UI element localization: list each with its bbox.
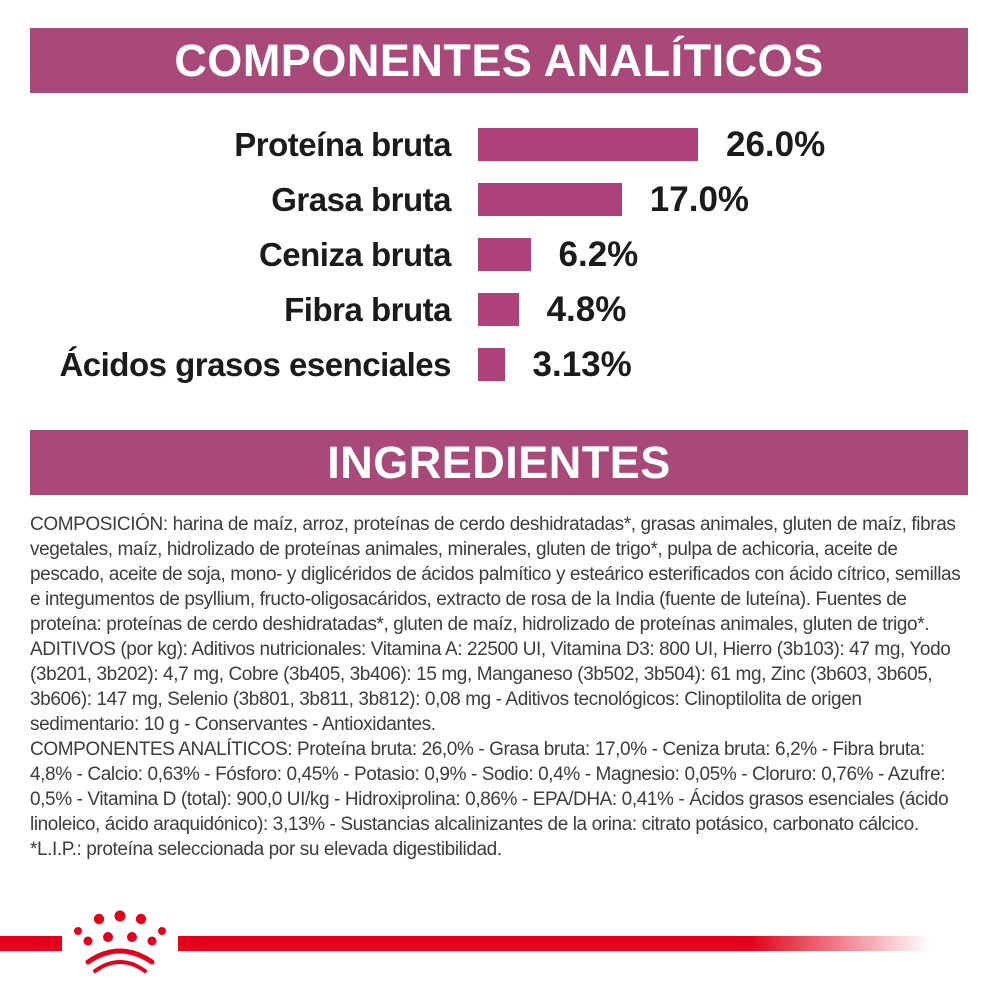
chart-bar bbox=[478, 128, 698, 161]
ingredients-header bbox=[30, 430, 968, 495]
composition-paragraph: COMPOSICIÓN: harina de maíz, arroz, proteínas de cerdo deshidratadas*, grasas animales, gluten de maíz, fibras vegetales, maíz, hidrolizado de proteínas animales, minerales, gluten de trigo*, pulpa de achicoria, aceite de pescado, aceite de soja, mono- y diglicéridos de ácidos palmítico y esteárico esterificados con ácido cítrico, semillas e integumentos de psyllium, fructo-oligosacáridos, extracto de rosa de la India (fuente de luteína). Fuentes de proteína: proteínas de cerdo deshidratadas*, gluten de maíz, hidrolizado de proteínas animales, gluten de trigo*. bbox=[30, 514, 961, 635]
analytical-components-chart bbox=[30, 117, 968, 392]
analytical-constituents-paragraph: COMPONENTES ANALÍTICOS: Proteína bruta: 26,0% - Grasa bruta: 17,0% - Ceniza bruta: 6,2% - Fibra bruta: 4,8% - Calcio: 0,63% - Fósforo: 0,45% - Potasio: 0,9% - Sodio: 0,4% - Magnesio: 0,05% - Cloruro: 0,76% - Azufre: 0,5% - Vitamina D (total): 900,0 UI/kg - Hidroxiprolina: 0,86% - EPA/DHA: 0,41% - Ácidos grasos esenciales (ácido linoleico, ácido araquidónico): 3,13% - Sustancias alcalinizantes de la orina: citrato potásico, carbonato cálcico. bbox=[30, 739, 949, 835]
chart-value-label: 26.0% bbox=[726, 124, 826, 164]
chart-category-label: Proteína bruta bbox=[234, 125, 451, 163]
lip-note: *L.I.P.: proteína seleccionada por su elevada digestibilidad. bbox=[30, 839, 502, 860]
chart-bar bbox=[478, 348, 505, 381]
chart-value-label: 3.13% bbox=[532, 344, 632, 384]
chart-row bbox=[30, 172, 968, 227]
analytical-components-title: COMPONENTES ANALÍTICOS bbox=[174, 34, 824, 86]
footer-red-stripe-right bbox=[178, 936, 930, 951]
chart-bar bbox=[478, 238, 531, 271]
chart-category-label: Ácidos grasos esenciales bbox=[59, 345, 451, 383]
chart-bar bbox=[478, 293, 519, 326]
royal-canin-crown-icon bbox=[72, 910, 168, 976]
footer-red-stripe-left bbox=[0, 936, 62, 951]
chart-category-label: Fibra bruta bbox=[284, 290, 451, 328]
chart-category-label: Grasa bruta bbox=[271, 180, 451, 218]
ingredients-body-text bbox=[30, 512, 970, 862]
ingredients-title: INGREDIENTES bbox=[327, 436, 671, 488]
chart-value-label: 6.2% bbox=[558, 234, 639, 274]
chart-value-label: 4.8% bbox=[546, 289, 627, 329]
chart-category-label: Ceniza bruta bbox=[258, 235, 451, 273]
chart-bar bbox=[478, 183, 622, 216]
chart-value-label: 17.0% bbox=[649, 179, 750, 219]
chart-row bbox=[30, 227, 968, 282]
chart-row bbox=[30, 337, 968, 392]
chart-row bbox=[30, 117, 968, 172]
additives-paragraph: ADITIVOS (por kg): Aditivos nutricionales: Vitamina A: 22500 UI, Vitamina D3: 800 UI, Hierro (3b103): 47 mg, Yodo (3b201, 3b202): 4,7 mg, Cobre (3b405, 3b406): 15 mg, Manganeso (3b502, 3b504): 61 mg, Zinc (3b603, 3b605, 3b606): 147 mg, Selenio (3b801, 3b811, 3b812): 0,08 mg - Aditivos tecnológicos: Clinoptilolita de origen sedimentario: 10 g - Conservantes - Antioxidantes. bbox=[30, 639, 951, 735]
analytical-components-header bbox=[30, 28, 968, 93]
chart-row bbox=[30, 282, 968, 337]
